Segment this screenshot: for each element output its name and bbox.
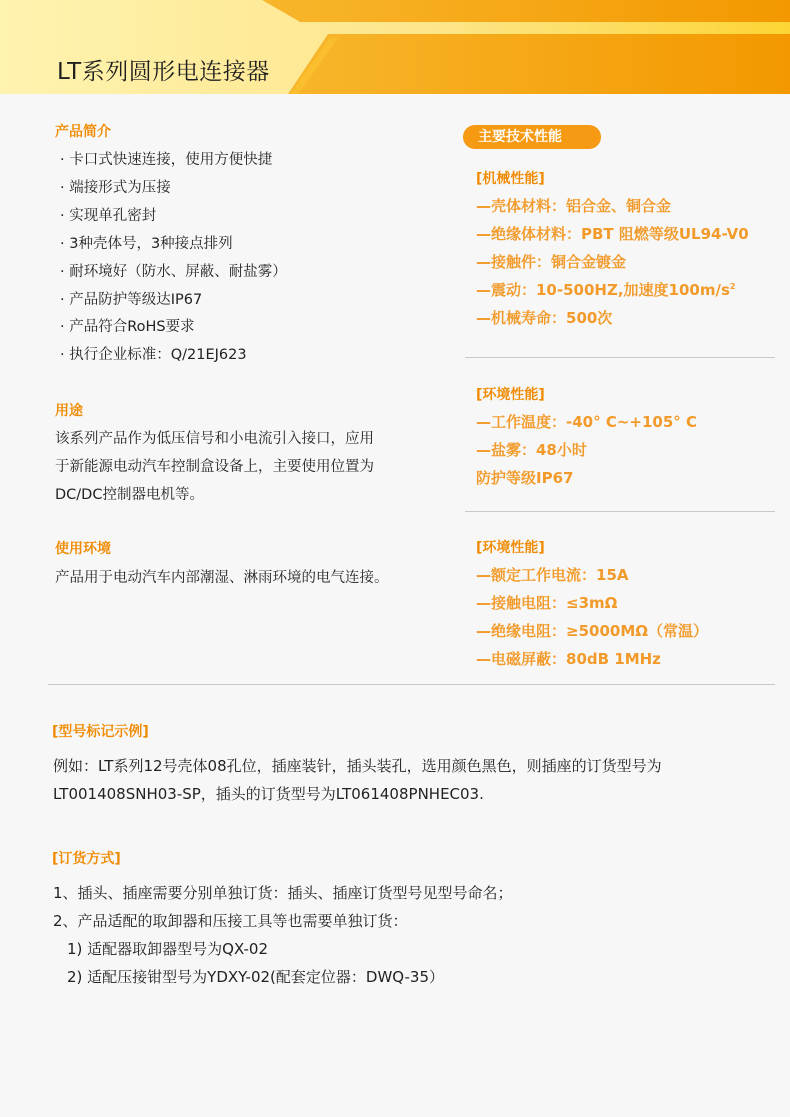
- spec-item: —壳体材料：铝合金、铜合金: [476, 197, 672, 215]
- intro-item: · 端接形式为压接: [60, 180, 171, 196]
- usage-line: DC/DC控制器电机等。: [55, 487, 204, 503]
- spec-item: 防护等级IP67: [476, 469, 574, 487]
- model-line: LT001408SNH03-SP，插头的订货型号为LT061408PNHEC03.: [53, 785, 484, 803]
- mechanical-heading: [机械性能]: [476, 171, 545, 187]
- intro-item: · 产品符合RoHS要求: [60, 319, 195, 335]
- intro-item: · 3种壳体号，3种接点排列: [60, 236, 233, 252]
- intro-item: · 产品防护等级达IP67: [60, 292, 203, 308]
- order-line: 2、产品适配的取卸器和压接工具等也需要单独订货：: [53, 912, 408, 930]
- intro-heading: 产品简介: [55, 124, 111, 140]
- model-line: 例如：LT系列12号壳体08孔位，插座装针，插头装孔，选用颜色黑色，则插座的订货型号为: [53, 757, 662, 775]
- spec-item: —接触件：铜合金镀金: [476, 253, 627, 271]
- divider-full: [48, 684, 775, 685]
- specs-badge: 主要技术性能: [463, 125, 601, 149]
- spec-item: —接触电阻：≤3mΩ: [476, 594, 618, 612]
- usage-line: 该系列产品作为低压信号和小电流引入接口，应用: [55, 431, 374, 447]
- spec-item: —额定工作电流：15A: [476, 566, 629, 584]
- spec-item: —电磁屏蔽：80dB 1MHz: [476, 650, 661, 668]
- header-banner: [0, 0, 790, 94]
- spec-item: —绝缘电阻：≥5000MΩ（常温）: [476, 622, 708, 640]
- spec-item: —盐雾：48小时: [476, 441, 587, 459]
- environment-heading: 使用环境: [55, 541, 111, 557]
- intro-item: · 卡口式快速连接，使用方便快捷: [60, 152, 273, 168]
- spec-item: —机械寿命：500次: [476, 309, 613, 327]
- divider: [465, 357, 775, 358]
- spec-item: —工作温度：-40° C~+105° C: [476, 413, 698, 431]
- intro-item: · 实现单孔密封: [60, 208, 157, 224]
- order-line: 1、插头、插座需要分别单独订货：插头、插座订货型号见型号命名；: [53, 884, 513, 902]
- spec-vibration-superscript: 2: [729, 282, 736, 291]
- page-title: LT系列圆形电连接器: [57, 59, 270, 85]
- model-heading: [型号标记示例]: [52, 724, 149, 740]
- order-subline: 1) 适配器取卸器型号为QX-02: [67, 940, 268, 958]
- order-subline: 2) 适配压接钳型号为YDXY-02(配套定位器：DWQ-35）: [67, 968, 444, 986]
- intro-item: · 执行企业标准：Q/21EJ623: [60, 347, 247, 363]
- electrical-heading: [环境性能]: [476, 540, 545, 556]
- spec-item-vibration: [476, 279, 735, 300]
- spec-vibration-text: —震动：10-500HZ,加速度100m/s: [476, 281, 730, 299]
- environment-text: 产品用于电动汽车内部潮湿、淋雨环境的电气连接。: [55, 570, 389, 586]
- order-heading: [订货方式]: [52, 851, 121, 867]
- intro-item: · 耐环境好（防水、屏蔽、耐盐雾）: [60, 264, 287, 280]
- spec-item: —绝缘体材料：PBT 阻燃等级UL94-V0: [476, 225, 749, 243]
- divider: [465, 511, 775, 512]
- usage-heading: 用途: [55, 403, 83, 419]
- usage-line: 于新能源电动汽车控制盒设备上，主要使用位置为: [55, 459, 374, 475]
- environmental-heading: [环境性能]: [476, 387, 545, 403]
